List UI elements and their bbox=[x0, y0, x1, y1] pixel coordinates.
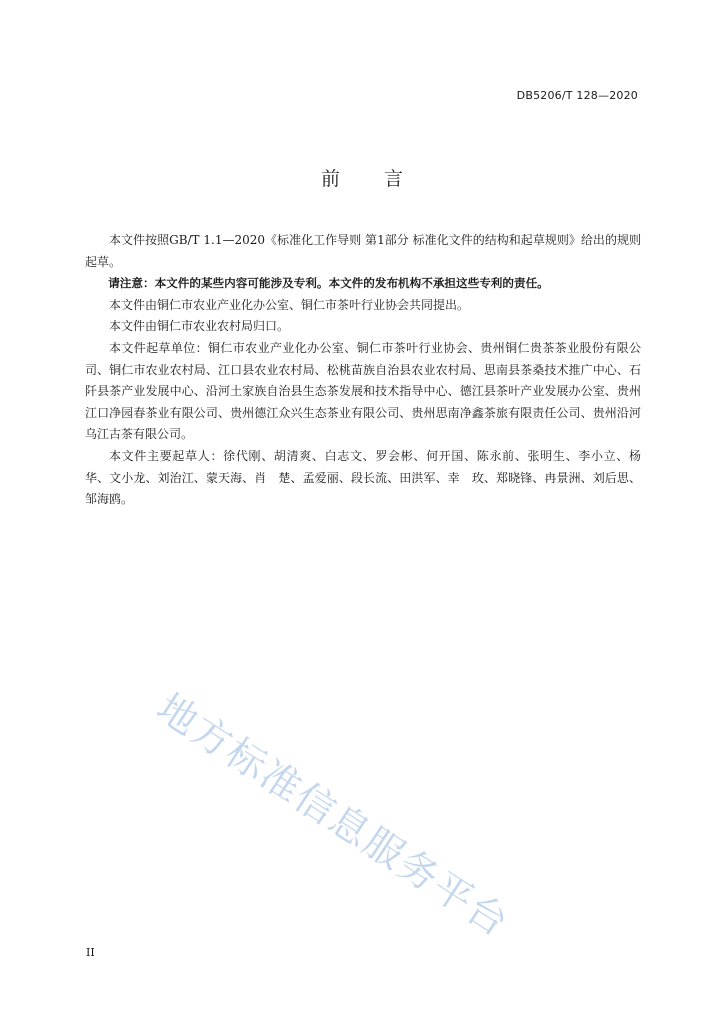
foreword-body bbox=[85, 230, 654, 511]
paragraph-patent-notice: 请注意：本文件的某些内容可能涉及专利。本文件的发布机构不承担这些专利的责任。 bbox=[108, 276, 549, 291]
title-char-1: 前 bbox=[320, 168, 340, 190]
document-code: DB5206/T 128—2020 bbox=[516, 89, 638, 102]
title-char-2: 言 bbox=[384, 168, 404, 190]
paragraph-drafters: 本文件主要起草人：徐代刚、胡清爽、白志文、罗会彬、何开国、陈永前、张明生、李小立、杨 华、文小龙、刘治江、蒙天海、肖 楚、孟爱丽、段长流、田洪军、幸 玫、郑晓锋、冉景洲、刘后思、邹海鸥。 bbox=[85, 448, 654, 507]
paragraph-drafting-rules: 本文件按照GB/T 1.1—2020《标准化工作导则 第1部分 标准化文件的结构和起草规则》给出的规则起草。 bbox=[85, 233, 641, 269]
paragraph-proposer: 本文件由铜仁市农业产业化办公室、铜仁市茶叶行业协会共同提出。 bbox=[109, 297, 470, 312]
paragraph-centralized-by: 本文件由铜仁市农业农村局归口。 bbox=[109, 319, 290, 334]
page-number: II bbox=[86, 946, 95, 959]
watermark: 地方标准信息服务平台 bbox=[148, 685, 517, 947]
paragraph-drafting-units: 本文件起草单位：铜仁市农业产业化办公室、铜仁市茶叶行业协会、贵州铜仁贵茶茶业股份有限公司、铜仁市农业农村局、江口县农业农村局、松桃苗族自治县农业农村局、思南县茶桑技术推广中心、石阡县茶产业发展中心、沿河土家族自治县生态茶发展和技术指导中心、德江县茶叶产业发展办公室、贵州江口净园春茶业有限公司、贵州德江众兴生态茶业有限公司、贵州思南净鑫茶旅有限责任公司、贵州沿河乌江古茶有限公司。 bbox=[85, 340, 641, 442]
page-title bbox=[0, 164, 724, 191]
